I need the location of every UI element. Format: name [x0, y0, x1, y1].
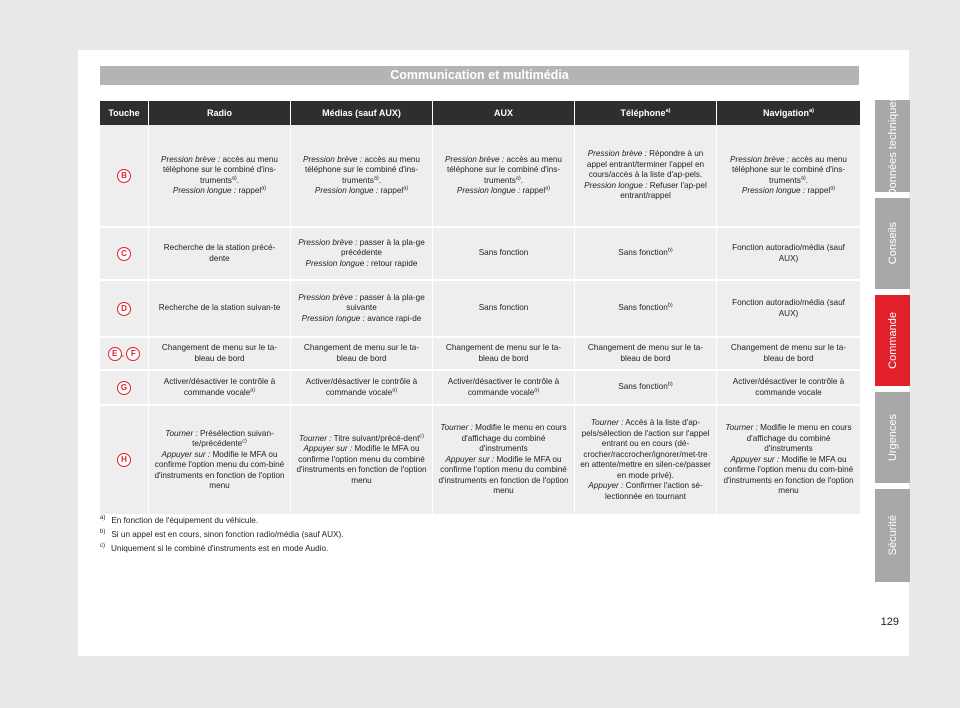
key-g-icon: G — [117, 381, 131, 395]
section-title: Communication et multimédia — [100, 66, 859, 85]
table-row — [100, 406, 860, 516]
key-b-icon: B — [117, 169, 131, 183]
cell-text: Sans fonction — [618, 382, 668, 392]
key-cell — [100, 125, 149, 228]
footnotes — [100, 516, 800, 558]
cell-text: Confirmer l'action sé-lectionnée en tournant — [604, 481, 703, 501]
cell-label: Pression longue : — [456, 186, 521, 195]
cell-text: Modifie le MFA ou confirme l'option menu du combiné d'instruments en fonction de l'option menu — [438, 454, 569, 496]
table-cell: Recherche de la station suivan-te — [149, 281, 291, 338]
footnote-ref: a) — [515, 174, 521, 181]
tab-conseils[interactable] — [875, 198, 910, 289]
cell-text: Activer/désactiver le contrôle à commande vocale — [447, 377, 560, 397]
key-separator: , — [121, 348, 124, 358]
tab-label: Commande — [886, 312, 899, 369]
footnote-ref: a) — [545, 185, 551, 192]
footnote-ref: a) — [665, 108, 671, 114]
cell-label: Tourner : — [725, 423, 758, 433]
cell-text: avance rapi-de — [367, 313, 422, 323]
footnote-ref: a) — [250, 386, 256, 393]
cell-text: passer à la pla-ge suivante — [346, 292, 425, 313]
table-cell — [291, 228, 433, 281]
table-header-row — [100, 101, 860, 125]
footnote-ref: b) — [667, 247, 673, 254]
table-cell — [433, 371, 575, 406]
footnote-text: Si un appel est en cours, sinon fonction radio/média (sauf AUX). — [111, 530, 344, 539]
cell-label: Tourner : — [299, 433, 332, 443]
cell-label: Pression brève : — [445, 154, 505, 164]
cell-text: Modifie le MFA ou confirme l'option menu du combiné d'instruments en fonction de l'option menu — [296, 444, 427, 485]
cell-label: Pression longue : — [305, 258, 369, 268]
table-cell — [575, 406, 717, 516]
table-cell: Fonction autoradio/média (sauf AUX) — [717, 228, 860, 281]
cell-label: Tourner : — [440, 423, 473, 433]
table-cell: Changement de menu sur le ta-bleau de bord — [291, 338, 433, 371]
footnote-ref: a) — [403, 185, 409, 192]
table-cell — [575, 281, 717, 338]
tab-donnees-techniques[interactable] — [875, 95, 910, 197]
table-cell: Pression brève : accès au menu téléphone sur le combiné d'ins-truments$^{a)}$. Pression longue : rappel$^{a)}$ — [149, 125, 291, 228]
cell-text: Activer/désactiver le contrôle à commande vocale — [305, 377, 418, 397]
table-cell: Sans fonction — [433, 228, 575, 281]
cell-text: Modifie le MFA ou confirme l'option menu du com-biné d'instruments en fonction de l'option menu — [154, 449, 285, 490]
header-navigation — [717, 101, 860, 125]
cell-text: accès au menu téléphone sur le combiné d'ins-truments — [304, 154, 420, 185]
cell-text: rappel — [807, 186, 831, 195]
cell-label: Appuyer sur : — [730, 454, 780, 464]
table-cell: Pression brève : accès au menu téléphone sur le combiné d'ins-truments$^{a)}$. Pression longue : rappel$^{a)}$ — [717, 125, 860, 228]
tab-commande[interactable] — [875, 295, 910, 386]
table-cell — [291, 371, 433, 406]
table-cell: Changement de menu sur le ta-bleau de bord — [717, 338, 860, 371]
table-cell — [149, 406, 291, 516]
table-cell: Sans fonction — [433, 281, 575, 338]
footnote-ref: b) — [667, 302, 673, 309]
table-cell: Recherche de la station précé-dente — [149, 228, 291, 281]
footnote — [100, 544, 800, 553]
table-cell — [717, 406, 860, 516]
table-cell: Fonction autoradio/média (sauf AUX) — [717, 281, 860, 338]
footnote-ref: a) — [809, 108, 814, 114]
table-row — [100, 371, 860, 406]
table-cell: Pression brève : accès au menu téléphone sur le combiné d'ins-truments$^{a)}$. Pression longue : rappel$^{a)}$ — [433, 125, 575, 228]
cell-label: Appuyer sur : — [303, 444, 353, 454]
header-telephone-label: Téléphone — [620, 108, 666, 118]
header-aux: AUX — [433, 101, 575, 125]
cell-text: Sans fonction — [618, 248, 668, 258]
footnote-ref: a) — [392, 386, 398, 393]
header-telephone — [575, 101, 717, 125]
table-cell: Changement de menu sur le ta-bleau de bord — [433, 338, 575, 371]
footnote-ref: c) — [242, 438, 247, 445]
footnote-mark: b) — [100, 529, 106, 536]
cell-label: Pression brève : — [303, 154, 363, 164]
key-cell — [100, 281, 149, 338]
table-cell: Pression brève : accès au menu téléphone sur le combiné d'ins-truments$^{a)}$. Pression longue : rappel$^{a)}$ — [291, 125, 433, 228]
table-cell — [575, 371, 717, 406]
table-cell: Changement de menu sur le ta-bleau de bord — [575, 338, 717, 371]
cell-text: accès au menu téléphone sur le combiné d'ins-truments — [162, 154, 278, 185]
table-row — [100, 338, 860, 371]
key-c-icon: C — [117, 247, 131, 261]
tab-label: Sécurité — [886, 515, 899, 556]
table-cell: Changement de menu sur le ta-bleau de bord — [149, 338, 291, 371]
table-cell: Activer/désactiver le contrôle à commande vocale — [717, 371, 860, 406]
table-cell — [575, 228, 717, 281]
footnote-ref: a) — [231, 174, 237, 181]
header-navigation-label: Navigation — [763, 108, 810, 118]
footnote-ref: a) — [534, 386, 540, 393]
key-cell — [100, 406, 149, 516]
tab-label: Données techniques — [886, 95, 899, 197]
header-radio: Radio — [149, 101, 291, 125]
cell-label: Pression longue : — [584, 180, 648, 190]
tab-label: Conseils — [886, 222, 899, 265]
key-d-icon: D — [117, 302, 131, 316]
cell-label: Pression longue : — [172, 186, 237, 195]
cell-text: Activer/désactiver le contrôle à commande vocale — [163, 377, 276, 397]
cell-text: Modifie le MFA ou confirme l'option menu du com-biné d'instruments en fonction de l'option menu — [723, 454, 854, 496]
cell-text: accès au menu téléphone sur le combiné d'ins-truments — [731, 154, 847, 185]
footnote-ref: b) — [667, 381, 673, 388]
cell-text: Refuser l'ap-pel entrant/rappel — [620, 180, 707, 201]
footnote-ref: a) — [261, 185, 267, 192]
cell-text: retour rapide — [371, 258, 418, 268]
cell-label: Tourner : — [590, 418, 624, 427]
header-touche: Touche — [100, 101, 149, 125]
key-e-icon: E — [108, 347, 122, 361]
cell-text: Sans fonction — [618, 303, 668, 313]
cell-text: accès au menu téléphone sur le combiné d'ins-truments — [446, 154, 562, 185]
table-cell — [433, 406, 575, 516]
cell-text: Modifie le menu en cours d'affichage du combiné d'instruments — [461, 423, 567, 454]
cell-label: Appuyer sur : — [445, 454, 495, 464]
footnote-mark: c) — [100, 543, 105, 550]
cell-text: Titre suivant/précé-dent — [333, 433, 420, 443]
footnote-text: Uniquement si le combiné d'instruments est en mode Audio. — [111, 544, 329, 553]
footnote-ref: a) — [830, 185, 836, 192]
key-cell — [100, 338, 149, 371]
cell-text: Répondre à un appel entrant/terminer l'appel en cours/accès à la liste d'ap-pels. — [586, 149, 705, 180]
key-cell — [100, 371, 149, 406]
table-cell — [291, 406, 433, 516]
cell-label: Pression brève : — [587, 149, 647, 159]
key-h-icon: H — [117, 453, 131, 467]
key-cell — [100, 228, 149, 281]
footnote-text: En fonction de l'équipement du véhicule. — [111, 516, 259, 525]
table-row — [100, 228, 860, 281]
footnote-ref: a) — [373, 174, 379, 181]
cell-text: Accès à la liste d'ap-pels/sélection de l'action sur l'appel entrant ou en cours (dé-crocher/raccrocher/ignorer/met-tre en attente/mettre en silen-ce/passer en mode privé). — [580, 418, 711, 480]
cell-label: Pression longue : — [741, 186, 806, 195]
cell-label: Pression longue : — [314, 186, 379, 195]
tab-label: Urgences — [886, 413, 899, 462]
footnote — [100, 530, 800, 539]
cell-label: Pression brève : — [298, 237, 358, 247]
footnote-mark: a) — [100, 515, 106, 522]
cell-text: rappel — [380, 186, 404, 195]
table-cell — [149, 371, 291, 406]
cell-label: Pression longue : — [301, 313, 365, 323]
cell-label: Appuyer sur : — [161, 449, 211, 459]
tab-urgences[interactable] — [875, 392, 910, 483]
cell-text: rappel — [522, 186, 546, 195]
cell-text: Présélection suivan-te/précédente — [192, 428, 274, 448]
table-cell — [575, 125, 717, 228]
footnote-ref: c) — [419, 433, 424, 440]
table-row — [100, 281, 860, 338]
controls-table — [100, 101, 860, 516]
cell-text: rappel — [238, 186, 262, 195]
key-f-icon: F — [126, 347, 140, 361]
footnote-ref: a) — [800, 174, 806, 181]
cell-label: Pression brève : — [730, 154, 790, 164]
header-medias: Médias (sauf AUX) — [291, 101, 433, 125]
footnote — [100, 516, 800, 525]
table-row — [100, 125, 860, 228]
cell-text: Modifie le menu en cours d'affichage du combiné d'instruments — [746, 423, 852, 454]
cell-label: Pression brève : — [298, 292, 358, 302]
table-cell — [291, 281, 433, 338]
tab-securite[interactable] — [875, 489, 910, 582]
cell-label: Tourner : — [165, 428, 198, 438]
page-number: 129 — [880, 616, 899, 628]
cell-text: passer à la pla-ge précédente — [341, 237, 425, 258]
cell-label: Pression brève : — [161, 154, 221, 164]
cell-label: Appuyer : — [588, 481, 624, 490]
